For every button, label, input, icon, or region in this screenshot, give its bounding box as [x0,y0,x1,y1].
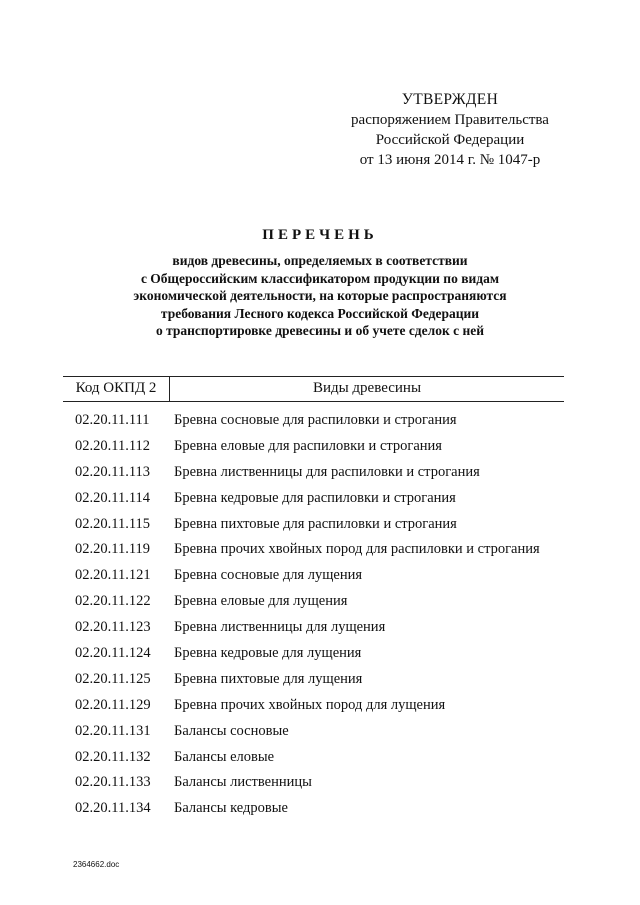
approval-line-1: распоряжением Правительства [351,112,549,128]
row-code: 02.20.11.113 [75,463,151,480]
table-row [0,567,640,593]
row-wood-type: Бревна еловые для лущения [174,593,348,610]
column-header-wood-type: Виды древесины [312,380,422,396]
subtitle-line: с Общероссийским классификатором продукции по видам [140,270,500,286]
row-wood-type: Балансы еловые [174,748,275,765]
subtitle-line: экономической деятельности, на которые распространяются [133,288,507,303]
row-wood-type: Бревна сосновые для распиловки и строгания [174,412,457,428]
approval-stamp: УТВЕРЖДЕН [401,91,499,108]
table-row [0,749,640,775]
row-code: 02.20.11.121 [75,567,151,584]
table-row [0,464,640,490]
table-row [0,412,640,438]
row-wood-type: Бревна прочих хвойных пород для лущения [174,696,446,713]
row-code: 02.20.11.115 [75,515,151,532]
row-wood-type: Бревна лиственницы для лущения [174,619,386,636]
table-row [0,516,640,542]
row-wood-type: Бревна кедровые для лущения [174,645,362,662]
row-code: 02.20.11.124 [75,645,151,662]
row-wood-type: Бревна пихтовые для распиловки и строгания [174,515,457,532]
row-wood-type: Бревна лиственницы для распиловки и строгания [174,463,480,480]
approval-line-2: Российской Федерации [375,132,525,148]
table-row [0,593,640,619]
row-code: 02.20.11.134 [75,800,151,817]
table-body [0,412,640,826]
row-code: 02.20.11.122 [75,593,151,610]
table-row [0,697,640,723]
row-wood-type: Балансы лиственницы [174,774,312,791]
document-subtitle [90,252,550,340]
table-row [0,774,640,800]
document-title: ПЕРЕЧЕНЬ [262,227,378,243]
table-row [0,671,640,697]
table-row [0,723,640,749]
subtitle-line: требования Лесного кодекса Российской Федерации [160,305,480,321]
row-wood-type: Бревна еловые для распиловки и строгания [174,437,442,454]
table-header [63,376,564,402]
row-code: 02.20.11.114 [75,489,151,506]
subtitle-line: видов древесины, определяемых в соответствии [172,253,468,268]
subtitle-line: о транспортировке древесины и об учете сделок с ней [155,323,485,338]
row-code: 02.20.11.132 [75,748,151,765]
row-wood-type: Балансы сосновые [174,722,289,739]
approval-line-3: от 13 июня 2014 г. № 1047-р [359,152,541,168]
table-row [0,438,640,464]
row-code: 02.20.11.129 [75,696,151,713]
row-code: 02.20.11.125 [75,670,151,687]
row-code: 02.20.11.131 [75,722,151,739]
table-row [0,490,640,516]
file-reference: 2364662.doc [73,860,120,869]
row-code: 02.20.11.112 [75,437,151,454]
row-code: 02.20.11.133 [75,774,151,791]
row-code: 02.20.11.111 [75,412,150,428]
row-wood-type: Бревна прочих хвойных пород для распиловки и строгания [174,541,540,558]
row-code: 02.20.11.119 [75,541,151,558]
row-wood-type: Балансы кедровые [174,800,288,817]
table-row [0,541,640,567]
row-wood-type: Бревна сосновые для лущения [174,567,363,584]
table-row [0,800,640,826]
approval-block [340,90,560,170]
table-row [0,645,640,671]
row-wood-type: Бревна кедровые для распиловки и строгания [174,489,456,506]
table-row [0,619,640,645]
row-code: 02.20.11.123 [75,619,151,636]
column-header-code: Код ОКПД 2 [63,377,170,401]
row-wood-type: Бревна пихтовые для лущения [174,670,363,687]
